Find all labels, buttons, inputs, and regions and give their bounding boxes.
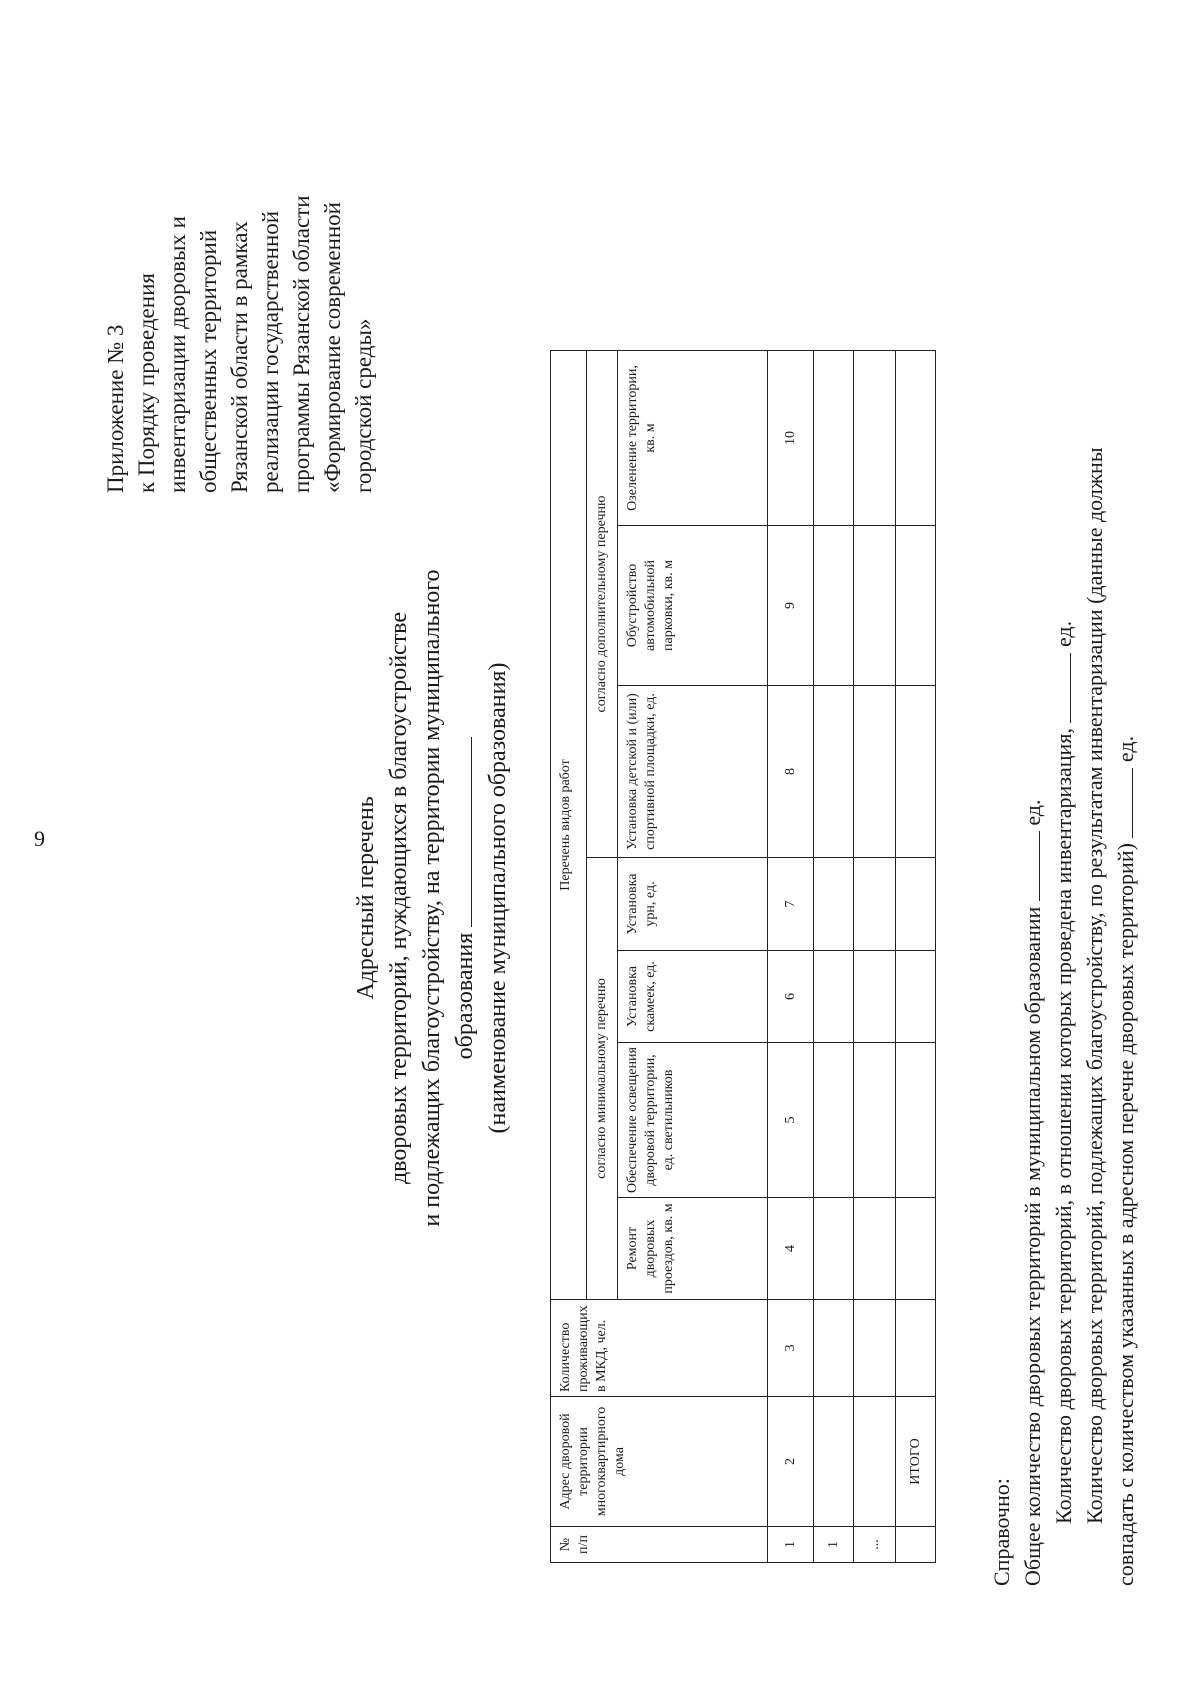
column-number: 5 [768,1043,814,1198]
title-line-4 [449,488,482,1308]
title-line-4-text: образования [452,932,478,1060]
notes-line-4-unit: ед. [1113,735,1138,763]
header-col-7: Установка урн, ед. [618,858,768,951]
appendix-line: программы Рязанской области [289,195,314,493]
appendix-block [100,73,379,493]
header-address: Адрес дворовой территории многоквартирного дома [551,1397,768,1527]
notes-blank-2 [1069,653,1071,723]
notes-line-2-text: Количество дворовых территорий, в отношении которых проведена инвентаризация, [1051,728,1076,1524]
address-register-table [550,350,936,1563]
row-total-label: ИТОГО [896,1397,936,1527]
table-row [854,351,896,1563]
appendix-line: Приложение № 3 [103,324,128,493]
notes-line-1 [1017,66,1048,1586]
column-number: 3 [768,1300,814,1397]
notes-heading: Справочно: [989,1478,1014,1586]
column-number: 1 [768,1527,814,1563]
title-line-1: Адресный перечень [353,796,379,1000]
appendix-line: городской среды» [351,318,376,493]
appendix-line: Рязанской области в рамках [227,221,252,493]
header-col-4: Ремонт дворовых проездов, кв. м [618,1198,768,1300]
notes-blank-1 [1038,831,1040,901]
document-title [350,488,515,1308]
row-num: 1 [814,1527,854,1563]
appendix-line: к Порядку проведения [134,273,159,493]
landscape-page [0,48,1200,1648]
row-address [814,1397,854,1527]
page-number: 9 [34,826,45,851]
header-residents: Количество проживающих в МКД, чел. [551,1300,768,1397]
notes-line-3: Количество дворовых территорий, подлежащих благоустройству, по результатам инвентаризации (данные должны [1082,447,1107,1524]
title-line-3: и подлежащих благоустройству, на территории муниципального [419,569,445,1227]
header-col-8: Установка детской и (или) спортивной площадки, ед. [618,686,768,858]
header-col-9: Обустройство автомобильной парковки, кв. м [618,526,768,686]
municipality-name-blank [470,737,472,927]
column-number: 6 [768,951,814,1043]
appendix-line: инвентаризации дворовых и [165,216,190,493]
reference-notes [986,66,1141,1586]
notes-line-4-text: совпадать с количеством указанных в адресном перечне дворовых территорий) [1113,843,1138,1586]
column-number: 9 [768,526,814,686]
appendix-line: реализации государственной [258,210,283,493]
header-works: Перечень видов работ [551,351,587,1300]
header-additional: согласно дополнительному перечню [587,351,618,858]
header-num: № п/п [551,1527,768,1563]
notes-line-4 [1110,66,1141,1586]
column-number: 7 [768,858,814,951]
header-col-6: Установка скамеек, ед. [618,951,768,1043]
row-num: ... [854,1527,896,1563]
row-address [854,1397,896,1527]
table-row [814,351,854,1563]
table-row-total [896,351,936,1563]
title-caption: (наименование муниципального образования) [485,662,511,1134]
notes-line-2 [1048,66,1079,1586]
row-num [896,1527,936,1563]
column-number: 8 [768,686,814,858]
column-number: 2 [768,1397,814,1527]
appendix-line: общественных территорий [196,229,221,493]
notes-line-1-unit: ед. [1020,799,1045,826]
header-col-5: Обеспечение освещения дворовой территории, ед. светильников [618,1043,768,1198]
notes-blank-3 [1131,768,1133,838]
appendix-line: «Формирование современной [320,202,345,493]
column-number: 4 [768,1198,814,1300]
header-col-10: Озеленение территории, кв. м [618,351,768,526]
column-number: 10 [768,351,814,526]
title-line-2: дворовых территорий, нуждающихся в благоустройстве [386,611,412,1185]
notes-line-1-text: Общее количество дворовых территорий в муниципальном образовании [1020,906,1045,1586]
header-minimal: согласно минимальному перечню [587,858,618,1300]
notes-line-2-unit: ед. [1051,620,1076,648]
